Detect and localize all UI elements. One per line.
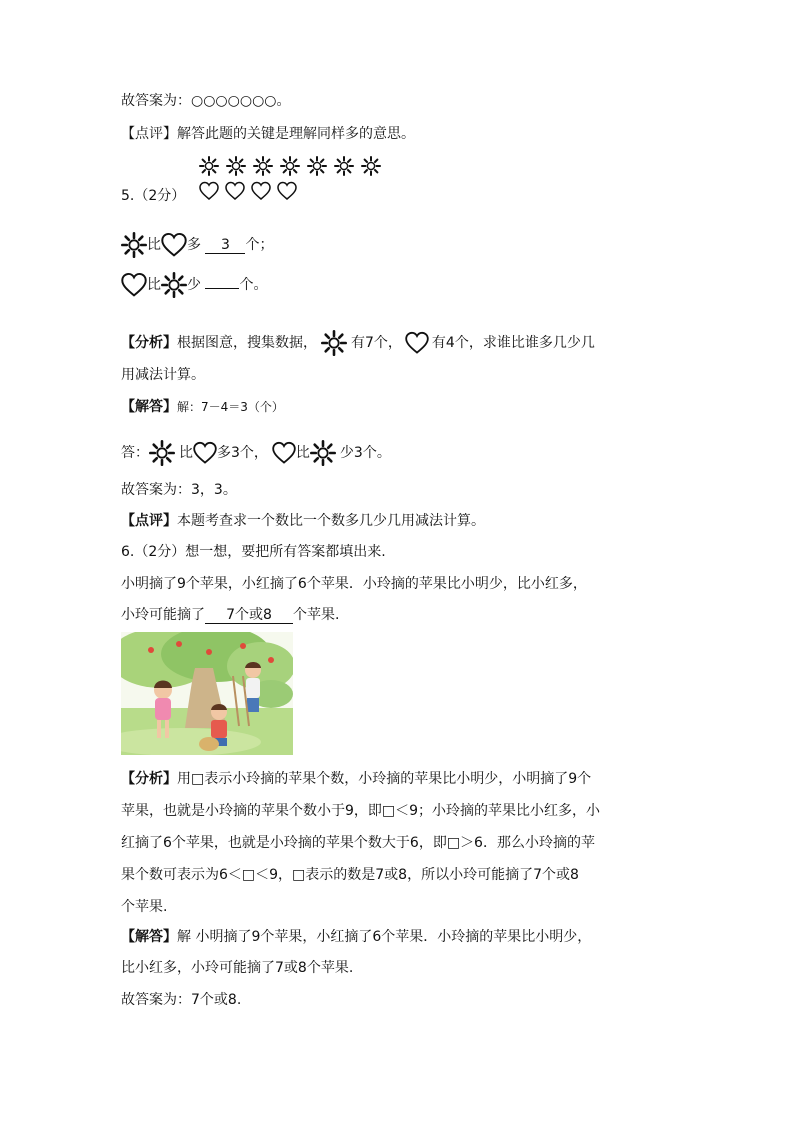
solution-heading: 【解答】	[121, 929, 177, 945]
duo-text: 多	[187, 237, 201, 253]
solution-text: 解 小明摘了9个苹果，小红摘了6个苹果．小玲摘的苹果比小明少，	[177, 929, 592, 945]
q5-part-b	[121, 272, 267, 298]
analysis-6-line5: 个苹果.	[121, 899, 168, 915]
answer-text: 少3个。	[339, 445, 391, 461]
sun-icon	[253, 156, 273, 176]
sun-icon	[334, 156, 354, 176]
bi-text: 比	[147, 277, 161, 293]
heart-icon	[199, 181, 219, 201]
analysis-6-line4: 果个数可表示为6＜□＜9，□表示的数是7或8，所以小玲可能摘了7个或8	[121, 867, 579, 883]
answer-text: 比	[295, 445, 310, 461]
comment-text: 【点评】解答此题的关键是理解同样多的意思。	[121, 126, 415, 142]
heart-icon	[121, 272, 147, 298]
answer-5: 故答案为：3，3。	[121, 482, 237, 498]
analysis-6-line2: 苹果，也就是小玲摘的苹果个数小于9，即□＜9；小玲摘的苹果比小红多，小	[121, 803, 601, 819]
answer-blank-b[interactable]	[205, 288, 239, 289]
analysis-text: 根据图意，搜集数据，	[177, 335, 317, 351]
comment-text: 本题考查求一个数比一个数多几少几用减法计算。	[177, 513, 485, 529]
heart-icon	[272, 441, 296, 465]
q6-text-line2	[121, 606, 339, 624]
analysis-text: 用□表示小玲摘的苹果个数，小玲摘的苹果比小明少，小明摘了9个	[177, 771, 592, 787]
heart-icon	[161, 232, 187, 258]
analysis-6-line3: 红摘了6个苹果，也就是小玲摘的苹果个数大于6，即□＞6．那么小玲摘的苹	[121, 835, 595, 851]
bi-text: 比	[147, 237, 161, 253]
heart-icon	[277, 181, 297, 201]
answer-blank-a[interactable]: 3	[205, 237, 245, 254]
heart-icon	[251, 181, 271, 201]
q6-text-line1: 小明摘了9个苹果，小红摘了6个苹果．小玲摘的苹果比小明少，比小红多，	[121, 576, 587, 592]
q6-text: 个苹果.	[293, 607, 340, 623]
analysis-text: 有7个，	[351, 335, 402, 351]
sun-icon	[161, 272, 187, 298]
solution-heading: 【解答】	[121, 399, 177, 415]
analysis-heading: 【分析】	[121, 335, 177, 351]
q5-part-a	[121, 232, 273, 258]
solution-text: 解：7－4＝3（个）	[177, 400, 284, 414]
heart-icon	[405, 331, 429, 355]
analysis-heading: 【分析】	[121, 771, 177, 787]
sun-icon	[199, 156, 219, 176]
solution-5	[121, 398, 284, 416]
comment-5	[121, 512, 485, 530]
answer-sentence-5	[121, 440, 391, 466]
sun-icon	[121, 232, 147, 258]
answer-text: 多3个，	[217, 445, 268, 461]
comment-line-prev	[121, 125, 415, 143]
answer-6: 故答案为：7个或8.	[121, 992, 242, 1008]
ge-text: 个；	[245, 237, 274, 253]
heart-icon	[225, 181, 245, 201]
ge-text: 个。	[239, 277, 268, 293]
sun-icon	[310, 440, 336, 466]
sun-row	[199, 156, 381, 176]
analysis-text: 有4个，求谁比谁多几少几	[431, 335, 595, 351]
answer-blank-q6[interactable]: 7个或8	[205, 607, 293, 624]
sun-icon	[280, 156, 300, 176]
solution-6-line2: 比小红多，小玲可能摘了7或8个苹果.	[121, 960, 354, 976]
shao-text: 少	[187, 277, 201, 293]
analysis-6-line1	[121, 770, 591, 788]
heart-icon	[193, 441, 217, 465]
sun-icon	[361, 156, 381, 176]
answer-text: 答：	[121, 445, 149, 461]
answer-text: 比	[179, 445, 193, 461]
heart-row	[199, 181, 297, 201]
q5-label: 5.（2分）	[121, 188, 186, 204]
sun-icon	[149, 440, 175, 466]
comment-heading: 【点评】	[121, 513, 177, 529]
q6-title: 6.（2分）想一想，要把所有答案都填出来.	[121, 544, 386, 560]
analysis-5-line2: 用减法计算。	[121, 367, 205, 383]
sun-icon	[226, 156, 246, 176]
sun-icon	[321, 330, 347, 356]
solution-6-line1	[121, 928, 591, 946]
analysis-5	[121, 330, 595, 356]
answer-line-prev: 故答案为：○○○○○○○。	[121, 93, 291, 109]
apple-picking-illustration	[121, 632, 293, 755]
sun-icon	[307, 156, 327, 176]
q6-text: 小玲可能摘了	[121, 607, 205, 623]
